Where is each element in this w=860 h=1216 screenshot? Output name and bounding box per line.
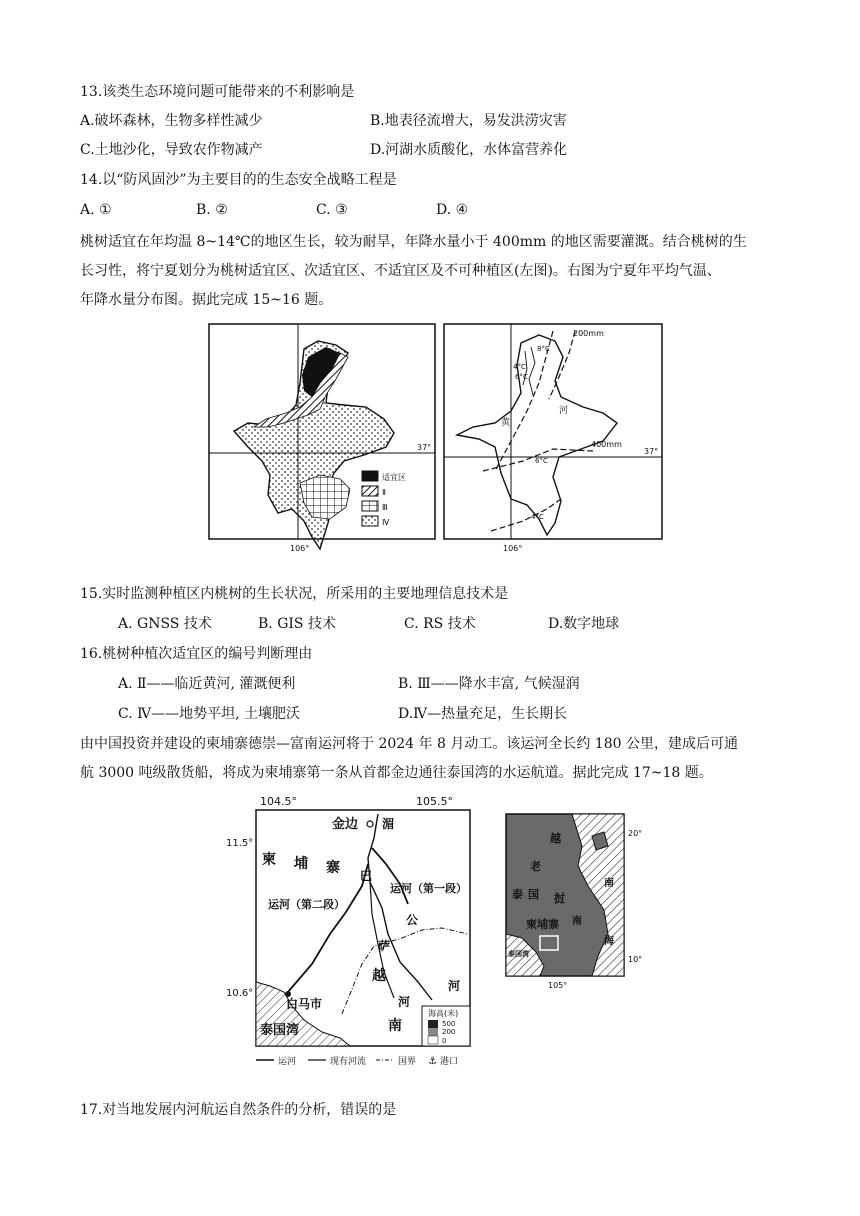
place-phnom-penh: 金边	[332, 817, 359, 832]
q13-stem: 13.该类生态环境问题可能带来的不利影响是	[80, 84, 355, 100]
place-vietnam-2: 南	[388, 1018, 402, 1034]
place-vietnam-1: 越	[372, 968, 386, 984]
q13-option-b: B.地表径流增大，易发洪涝灾害	[370, 113, 567, 129]
map1-lon-label: 106°	[290, 544, 310, 553]
q16-option-d: D.Ⅳ—热量充足，生长期长	[398, 706, 568, 722]
iso-6c-center: 6°C	[535, 457, 548, 465]
inset-thailand-1: 泰	[512, 888, 523, 901]
inset-south-2: 南	[572, 916, 582, 927]
place-river-he: 河	[398, 995, 411, 1009]
river-label-he: 河	[559, 406, 569, 416]
region-inset-map	[496, 806, 650, 990]
q13-option-c: C.土地沙化，导致农作物减产	[80, 142, 263, 158]
inset-sea: 海	[604, 936, 614, 947]
q14-option-b: B. ②	[196, 202, 228, 218]
iso-8c-north: 8°C	[537, 345, 550, 353]
iso-200mm: 200mm	[573, 329, 604, 338]
inset-gulf: 泰国湾	[508, 950, 529, 958]
q14-option-a: A. ①	[80, 202, 112, 218]
map1-lat-label: 37°	[417, 443, 432, 452]
inset-lon-105: 105°	[548, 981, 568, 990]
q15-option-d: D.数字地球	[548, 616, 620, 632]
place-ba: 巴	[360, 869, 373, 883]
place-kep: 白马市	[286, 997, 323, 1011]
q13-option-a: A.破坏森林，生物多样性减少	[80, 113, 263, 129]
inset-vietnam-1: 越	[550, 832, 561, 845]
legend-canal: 运河	[278, 1057, 297, 1067]
inset-thailand-2: 国	[528, 888, 539, 901]
legend-zone-1: 适宜区	[382, 473, 406, 482]
q16-option-b: B. Ⅲ——降水丰富, 气候湿润	[398, 676, 580, 692]
place-cambodia-2: 埔	[294, 856, 308, 872]
q15-option-c: C. RS 技术	[404, 616, 476, 632]
map2-lat-label: 37°	[644, 447, 659, 456]
ningxia-climate-map	[443, 323, 663, 569]
place-cambodia-1: 柬	[262, 852, 276, 868]
q15-option-a: A. GNSS 技术	[118, 616, 212, 632]
legend-zone-3: Ⅲ	[382, 503, 388, 512]
lat-label-10-6: 10.6°	[226, 988, 254, 999]
river-label-huang: 黄	[501, 418, 511, 428]
q16-stem: 16.桃树种植次适宜区的编号判断理由	[80, 646, 313, 662]
legend-zone-4: Ⅳ	[382, 518, 390, 527]
iso-6c-north: 6°C	[515, 373, 528, 381]
legend-zone-2: Ⅱ	[382, 488, 386, 497]
q13-option-d: D.河湖水质酸化，水体富营养化	[370, 142, 568, 158]
elev-tick-500: 500	[442, 1020, 456, 1028]
elev-tick-200: 200	[442, 1028, 456, 1036]
inset-cambodia: 柬埔寨	[526, 918, 559, 931]
map2-lon-label: 106°	[503, 544, 523, 553]
legend-port: 港口	[440, 1057, 459, 1067]
q14-option-d: D. ④	[436, 202, 469, 218]
place-gulf-of-thailand: 泰国湾	[260, 1023, 300, 1038]
canal-detail-map	[222, 794, 484, 1070]
legend-river: 现有河流	[330, 1057, 367, 1067]
lon-label-104-5: 104.5°	[260, 795, 297, 808]
place-sa: 萨	[378, 939, 391, 953]
place-mekong-1: 湄	[382, 817, 395, 831]
q15-stem: 15.实时监测种植区内桃树的生长状况，所采用的主要地理信息技术是	[80, 586, 509, 602]
q15-option-b: B. GIS 技术	[258, 616, 336, 632]
q14-option-c: C. ③	[316, 202, 348, 218]
anchor-icon: ⚓	[428, 1056, 437, 1067]
elevation-legend-title: 海高(米)	[428, 1009, 459, 1018]
passage1-line-1: 桃树适宜在年均温 8~14℃的地区生长，较为耐旱，年降水量小于 400mm 的地区需要灌溉。结合桃树的生	[80, 234, 747, 250]
iso-400mm: 400mm	[591, 440, 622, 449]
ningxia-zone-map	[208, 323, 436, 569]
lat-label-11-5: 11.5°	[226, 838, 254, 849]
place-river-he-east: 河	[448, 979, 461, 993]
q16-option-c: C. Ⅳ——地势平坦, 土壤肥沃	[118, 706, 300, 722]
place-gong: 公	[406, 913, 419, 927]
inset-lat-10: 10°	[628, 955, 643, 964]
inset-lat-20: 20°	[628, 829, 643, 838]
passage1-line-3: 年降水量分布图。据此完成 15~16 题。	[80, 292, 333, 308]
legend-border: 国界	[398, 1057, 417, 1067]
elev-tick-0: 0	[442, 1037, 447, 1045]
q16-option-a: A. Ⅱ——临近黄河, 灌溉便利	[118, 676, 296, 692]
place-cambodia-3: 寨	[326, 860, 340, 876]
canal-section-1-label: 运河（第一段）	[390, 882, 467, 895]
q14-stem: 14.以“防风固沙”为主要目的的生态安全战略工程是	[80, 172, 397, 188]
passage2-line-1: 由中国投资并建设的柬埔寨德崇—富南运河将于 2024 年 8 月动工。该运河全长约 180 公里，建成后可通	[80, 736, 738, 752]
iso-4c-south: 4°C	[531, 513, 544, 521]
canal-section-2-label: 运河（第二段）	[268, 898, 345, 911]
lon-label-105-5: 105.5°	[416, 795, 453, 808]
inset-south-1: 南	[604, 878, 614, 889]
q17-stem: 17.对当地发展内河航运自然条件的分析，错误的是	[80, 1102, 397, 1118]
inset-laos: 老	[530, 860, 541, 873]
passage2-line-2: 航 3000 吨级散货船，将成为柬埔寨第一条从首都金边通往泰国湾的水运航道。据此完成 17~18 题。	[80, 765, 713, 781]
inset-laos-2: 挝	[554, 892, 565, 905]
passage1-line-2: 长习性，将宁夏划分为桃树适宜区、次适宜区、不适宜区及不可种植区(左图)。右图为宁夏年平均气温、	[80, 263, 721, 279]
iso-4c-north: 4°C	[513, 363, 526, 371]
